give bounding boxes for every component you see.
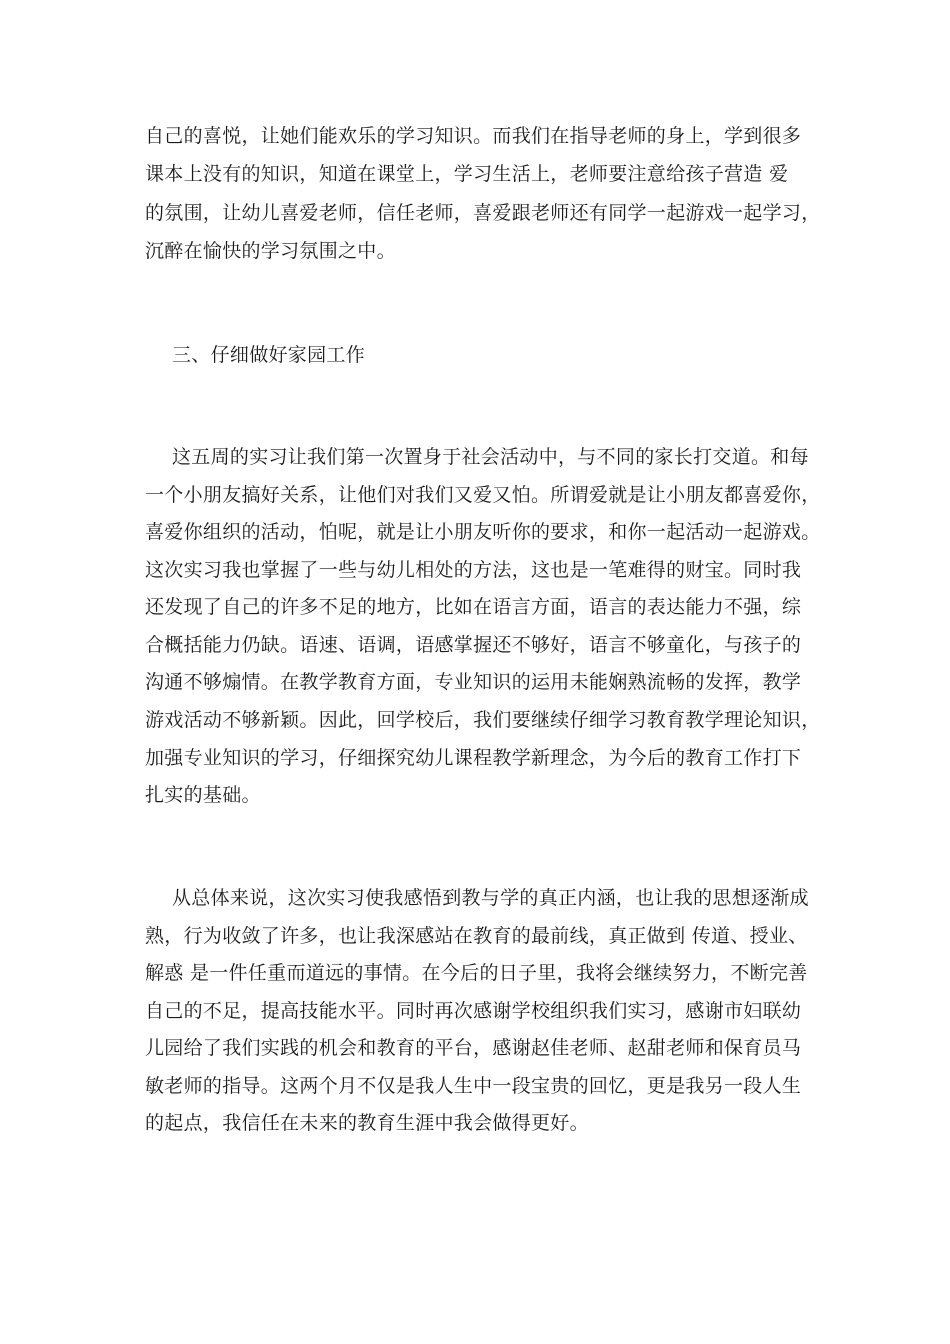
paragraph-line: 沟通不够煽情。在教学教育方面，专业知识的运用未能娴熟流畅的发挥，教学 [145,671,802,693]
paragraph-line: 游戏活动不够新颖。因此，回学校后，我们要继续仔细学习教育教学理论知识， [145,709,821,731]
section-heading: 三、仔细做好家园工作 [172,344,366,366]
paragraph-line: 的氛围，让幼儿喜爱老师，信任老师，喜爱跟老师还有同学一起游戏一起学习， [145,202,821,224]
paragraph-line: 自己的喜悦，让她们能欢乐的学习知识。而我们在指导老师的身上，学到很多 [145,125,802,147]
paragraph-line: 一个小朋友搞好关系，让他们对我们又爱又怕。所谓爱就是让小朋友都喜爱你， [145,484,821,506]
paragraph-line: 自己的不足，提高技能水平。同时再次感谢学校组织我们实习，感谢市妇联幼 [145,1000,802,1022]
paragraph-line: 喜爱你组织的活动，怕呢，就是让小朋友听你的要求，和你一起活动一起游戏。 [145,521,821,543]
paragraph-line: 还发现了自己的许多不足的地方，比如在语言方面，语言的表达能力不强，综 [145,596,802,618]
paragraph-line: 课本上没有的知识，知道在课堂上，学习生活上，老师要注意给孩子营造 爱 [145,163,789,185]
paragraph-line: 合概括能力仍缺。语速、语调，语感掌握还不够好，语言不够童化，与孩子的 [145,634,802,656]
paragraph-line: 扎实的基础。 [145,784,261,806]
paragraph-line: 沉醉在愉快的学习氛围之中。 [145,240,396,262]
paragraph-line: 这五周的实习让我们第一次置身于社会活动中，与不同的家长打交道。和每 [172,446,809,468]
paragraph-line: 的起点，我信任在未来的教育生涯中我会做得更好。 [145,1112,589,1134]
paragraph-line: 这次实习我也掌握了一些与幼儿相处的方法，这也是一笔难得的财宝。同时我 [145,559,802,581]
paragraph-line: 加强专业知识的学习，仔细探究幼儿课程教学新理念，为今后的教育工作打下 [145,747,802,769]
paragraph-line: 解惑 是一件任重而道远的事情。在今后的日子里，我将会继续努力，不断完善 [145,962,808,984]
paragraph-line: 熟，行为收敛了许多，也让我深感站在教育的最前线，真正做到 传道、授业、 [145,925,808,947]
paragraph-line: 敏老师的指导。这两个月不仅是我人生中一段宝贵的回忆，更是我另一段人生 [145,1075,802,1097]
paragraph-line: 儿园给了我们实践的机会和教育的平台，感谢赵佳老师、赵甜老师和保育员马 [145,1037,802,1059]
paragraph-line: 从总体来说，这次实习使我感悟到教与学的真正内涵，也让我的思想逐渐成 [172,887,809,909]
